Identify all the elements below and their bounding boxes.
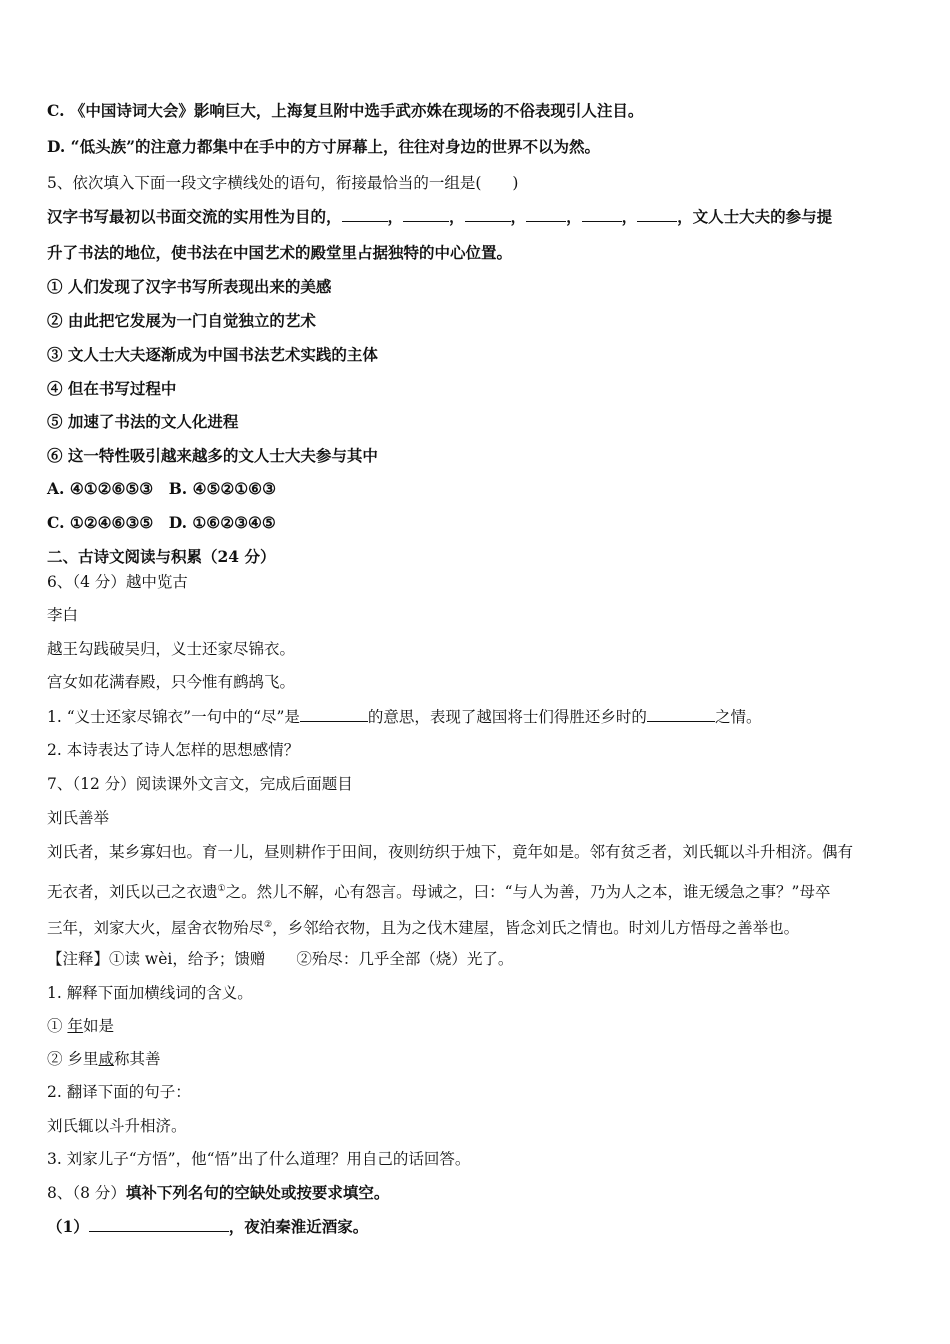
q5-blank-5 [582,206,622,222]
q5-options-cd: C. ①②④⑥③⑤ D. ①⑥②③④⑤ [47,513,276,532]
q7-word-1-suffix: 如是 [82,1017,114,1035]
q7-word-item-2 [47,1049,160,1069]
q5-blank-6 [637,206,677,222]
q5-item-3: ③ 文人士大夫逐渐成为中国书法艺术实践的主体 [47,345,378,364]
q5-separator: ， [449,207,465,226]
q5-item-4: ④ 但在书写过程中 [47,379,177,398]
q6-sub-question-1 [47,706,761,727]
q5-item-1: ① 人们发现了汉字书写所表现出来的美感 [47,277,332,296]
q8-item-1-number: （1） [47,1217,89,1236]
q5-item-5: ⑤ 加速了书法的文人化进程 [47,412,239,431]
q7-word-1-prefix: ① [47,1017,68,1035]
q5-blank-4 [526,206,566,222]
q7-passage-line-3 [47,915,799,938]
q5-separator: ， [510,207,527,226]
q8-heading [47,1183,389,1203]
q7-word-2-prefix: ② 乡里 [47,1050,99,1068]
q6-poem-line-2: 宫女如花满春殿，只今惟有鹧鸪飞。 [47,673,296,691]
q7-passage-title: 刘氏善举 [47,809,110,827]
q7-sub-question-1: 1. 解释下面加横线词的含义。 [47,984,253,1002]
q6-heading: 6、（4 分）越中览古 [47,573,188,591]
q5-passage-mid: ，文人士大夫的参与提 [677,207,833,226]
q5-separator: ， [387,207,404,226]
q6-sub1-text-b: 的意思，表现了越国将士们得胜还乡时的 [367,708,647,726]
q5-separator: ， [621,207,638,226]
q4-option-d: D. “低头族”的注意力都集中在手中的方寸屏幕上，往往对身边的世界不以为然。 [47,137,601,156]
q5-item-6: ⑥ 这一特性吸引越来越多的文人士大夫参与其中 [47,446,378,465]
q6-blank-1 [300,706,368,722]
q5-passage-start: 汉字书写最初以书面交流的实用性为目的， [47,207,342,226]
q6-blank-2 [647,706,715,722]
q7-translate-sentence: 刘氏辄以斗升相济。 [47,1117,187,1135]
q7-p2-text-b: 之。然儿不解，心有怨言。母诫之，曰：“与人为善，乃为人之本，谁无缓急之事？”母卒 [225,883,831,902]
q7-passage-line-2 [47,879,830,902]
q5-options-ab: A. ④①②⑥⑤③ B. ④⑤②①⑥③ [47,479,276,498]
q7-p2-text-a: 无衣者，刘氏以己之衣遗 [47,883,218,902]
q7-sub-question-2: 2. 翻译下面的句子： [47,1083,191,1101]
q6-sub1-text-c: 之情。 [714,708,762,726]
q5-blank-1 [342,206,388,222]
q7-p3-text-b: ，乡邻给衣物，且为之伐木建屋，皆念刘氏之情也。时刘儿方悟母之善举也。 [272,919,800,938]
q8-blank-1 [89,1216,229,1232]
q7-sub-question-3: 3. 刘家儿子“方悟”，他“悟”出了什么道理？用自己的话回答。 [47,1150,471,1168]
footnote-marker-2: ② [264,920,273,930]
q8-score: 8、（8 分） [47,1184,126,1202]
q5-passage-line2: 升了书法的地位，使书法在中国艺术的殿堂里占据独特的中心位置。 [47,243,513,262]
q7-heading: 7、（12 分）阅读课外文言文，完成后面题目 [47,775,353,793]
q8-instruction: 填补下列名句的空缺处或按要求填空。 [125,1183,390,1202]
q7-underlined-word-1: 年 [67,1017,83,1035]
q6-poem-line-1: 越王勾践破吴归，义士还家尽锦衣。 [47,640,296,658]
q5-blank-3 [465,206,511,222]
footnote-marker-1: ① [217,884,226,894]
q7-passage-line-1: 刘氏者，某乡寡妇也。育一儿，昼则耕作于田间，夜则纺织于烛下，竟年如是。邻有贫乏者，刘氏辄以斗升相济。偶有 [47,843,854,861]
q8-item-1 [47,1216,368,1237]
q7-underlined-word-2: 咸 [98,1050,114,1068]
q6-sub-question-2: 2. 本诗表达了诗人怎样的思想感情？ [47,741,300,759]
q7-p3-text-a: 三年，刘家大火，屋舍衣物殆尽 [47,919,265,938]
q7-annotation: 【注释】①读 wèi，给予；馈赠 ②殆尽：几乎全部（烧）光了。 [47,950,514,968]
q5-item-2: ② 由此把它发展为一门自觉独立的艺术 [47,311,316,330]
q8-item-1-text: ，夜泊秦淮近酒家。 [228,1217,369,1236]
q5-stem: 5、依次填入下面一段文字横线处的语句，衔接最恰当的一组是( ) [47,174,519,192]
q5-separator: ， [566,207,582,226]
q7-word-item-1 [47,1016,114,1036]
q7-word-2-suffix: 称其善 [113,1050,161,1068]
q6-author: 李白 [47,606,79,624]
q6-sub1-text-a: 1. “义士还家尽锦衣”一句中的“尽”是 [47,708,300,726]
section-2-title: 二、古诗文阅读与积累（24 分） [47,547,276,566]
q5-passage-line1 [47,206,832,227]
q5-blank-2 [403,206,449,222]
q4-option-c: C. 《中国诗词大会》影响巨大，上海复旦附中选手武亦姝在现场的不俗表现引人注目。 [47,101,644,120]
